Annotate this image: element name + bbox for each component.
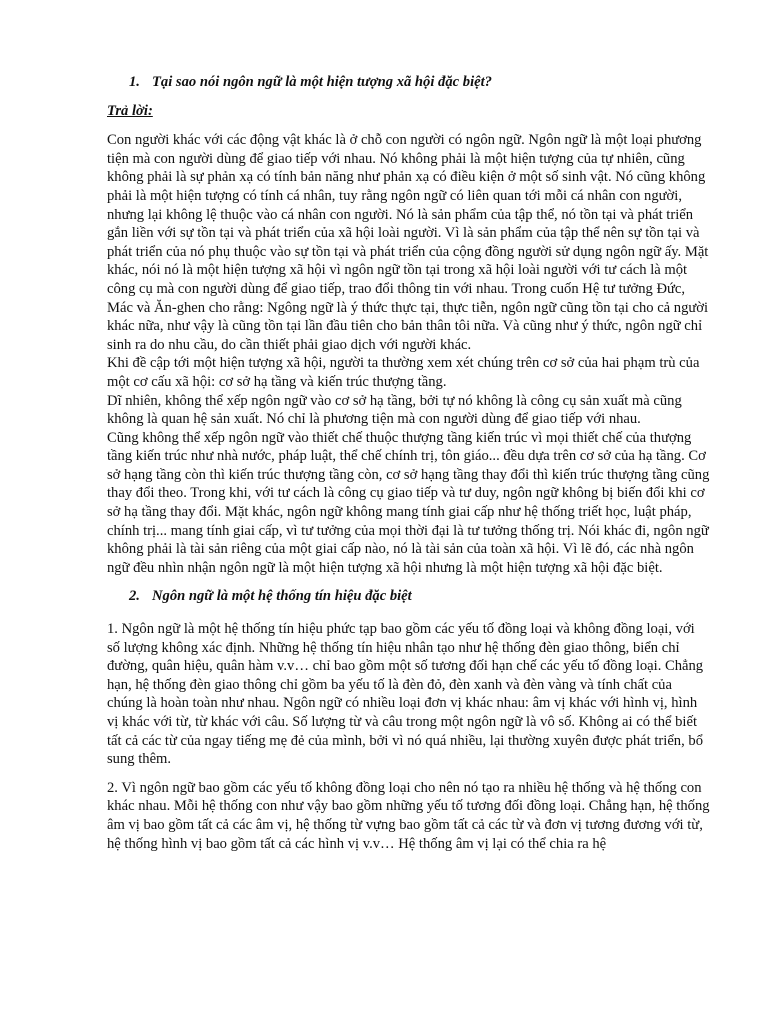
paragraph: Con người khác với các động vật khác là ở chỗ con người có ngôn ngữ. Ngôn ngữ là một loại phương tiện mà con người dùng để giao tiếp với nhau. Nó không phải là một hiện tượng của tự nhiên, cũng không phải là sự phản xạ có tính bản năng như phản xạ có điều kiện ở một số sinh vật. Nó cũng không phải là một hiện tượng có tính cá nhân, tuy rằng ngôn ngữ có liên quan tới mỗi cá nhân con người, nhưng lại không lệ thuộc vào cá nhân con người. Nó là sản phẩm của tập thể, nó tồn tại và phát triển gắn liền với sự tồn tại và phát triển của xã hội loài người. Vì là sản phẩm của tập thể nên sự tồn tại và phát triển của nó phụ thuộc vào sự tồn tại và phát triển của cộng đồng người sử dụng ngôn ngữ ấy. Mặt khác, nói nó là một hiện tượng xã hội vì ngôn ngữ tồn tại trong xã hội loài người với tư cách là một công cụ mà con người dùng để giao tiếp, trao đổi thông tin với nhau. Trong cuốn Hệ tư tưởng Đức, Mác và Ăn-ghen cho rằng: Ngông ngữ là ý thức thực tại, thực tiễn, ngôn ngữ cũng tồn tại cho cả người khác nữa, như vậy là cũng tồn tại lần đầu tiên cho bản thân tôi nữa. Và cũng như ý thức, ngôn ngữ chỉ sinh ra do nhu cầu, do cần thiết phải giao dịch với người khác. <box>107 132 709 353</box>
paragraph: Cũng không thể xếp ngôn ngữ vào thiết chế thuộc thượng tầng kiến trúc vì mọi thiết chế của thượng tầng kiến trúc như nhà nước, pháp luật, thể chế chính trị, tôn giáo... đều dựa trên cơ sở của hạ tầng. Cơ sở hạng tầng còn thì kiến trúc thượng tầng còn, cơ sở hạng tầng thay đổi thì kiến trúc thượng tầng cũng thay đổi theo. Trong khi, với tư cách là công cụ giao tiếp và tư duy, ngôn ngữ không bị biến đổi khi cơ sở hạ tầng thay đổi. Mặt khác, ngôn ngữ không mang tính giai cấp như hệ thống triết học, luật pháp, chính trị... mang tính giai cấp, vì tư tưởng của mọi thời đại là tư tưởng thống trị. Nói khác đi, ngôn ngữ không phải là tài sản riêng của một giai cấp nào, nó là tài sản của toàn xã hội. Vì lẽ đó, các nhà ngôn ngữ đều nhìn nhận ngôn ngữ là một hiện tượng xã hội nhưng là một hiện tượng xã hội đặc biệt. <box>107 429 710 576</box>
answer-label: Trả lời: <box>107 102 153 119</box>
question-1-heading <box>129 73 710 92</box>
paragraph: 2. Vì ngôn ngữ bao gồm các yếu tố không đồng loại cho nên nó tạo ra nhiều hệ thống và hệ thống con khác nhau. Mỗi hệ thống con như vậy bao gồm những yếu tố tương đối đồng loại. Chẳng hạn, hệ thống âm vị bao gồm tất cả các âm vị, hệ thống từ vựng bao gồm tất cả các từ và đơn vị tương đương với từ, hệ thống hình vị bao gồm tất cả các hình vị v.v… Hệ thống âm vị lại có thể chia ra hệ <box>107 779 710 852</box>
paragraph: 1. Ngôn ngữ là một hệ thống tín hiệu phức tạp bao gồm các yếu tố đồng loại và không đồng loại, với số lượng không xác định. Những hệ thống tín hiệu nhân tạo như hệ thống đèn giao thông, biển chỉ đường, quân hiệu, quân hàm v.v… chỉ bao gồm một số tương đối hạn chế các yếu tố đồng loại. Chẳng hạn, hệ thống đèn giao thông chỉ gồm ba yếu tố là đèn đỏ, đèn xanh và đèn vàng và tính chất của chúng là hoàn toàn như nhau. Ngôn ngữ có nhiều loại đơn vị khác nhau: âm vị khác với hình vị, hình vị khác với từ, từ khác với câu. Số lượng từ và câu trong một ngôn ngữ là vô số. Không ai có thể biết tất cả các từ của ngay tiếng mẹ đẻ của mình, bởi vì nó quá nhiều, lại thường xuyên được phát triển, bổ sung thêm. <box>107 621 704 768</box>
paragraph: Khi đề cập tới một hiện tượng xã hội, người ta thường xem xét chúng trên cơ sở của hai phạm trù của một cơ cấu xã hội: cơ sở hạ tầng và kiến trúc thượng tầng. <box>107 355 700 390</box>
paragraph: Dĩ nhiên, không thể xếp ngôn ngữ vào cơ sở hạ tầng, bởi tự nó không là công cụ sản xuất mà cũng không là quan hệ sản xuất. Nó chỉ là phương tiện mà con người dùng để giao tiếp với nhau. <box>107 392 682 428</box>
question-2-heading <box>129 587 710 606</box>
question-2-number: 2. <box>129 588 140 605</box>
question-1-text: Tại sao nói ngôn ngữ là một hiện tượng xã hội đặc biệt? <box>152 74 492 90</box>
question-1-number: 1. <box>129 74 140 90</box>
question-2-text: Ngôn ngữ là một hệ thống tín hiệu đặc biệt <box>152 588 412 605</box>
